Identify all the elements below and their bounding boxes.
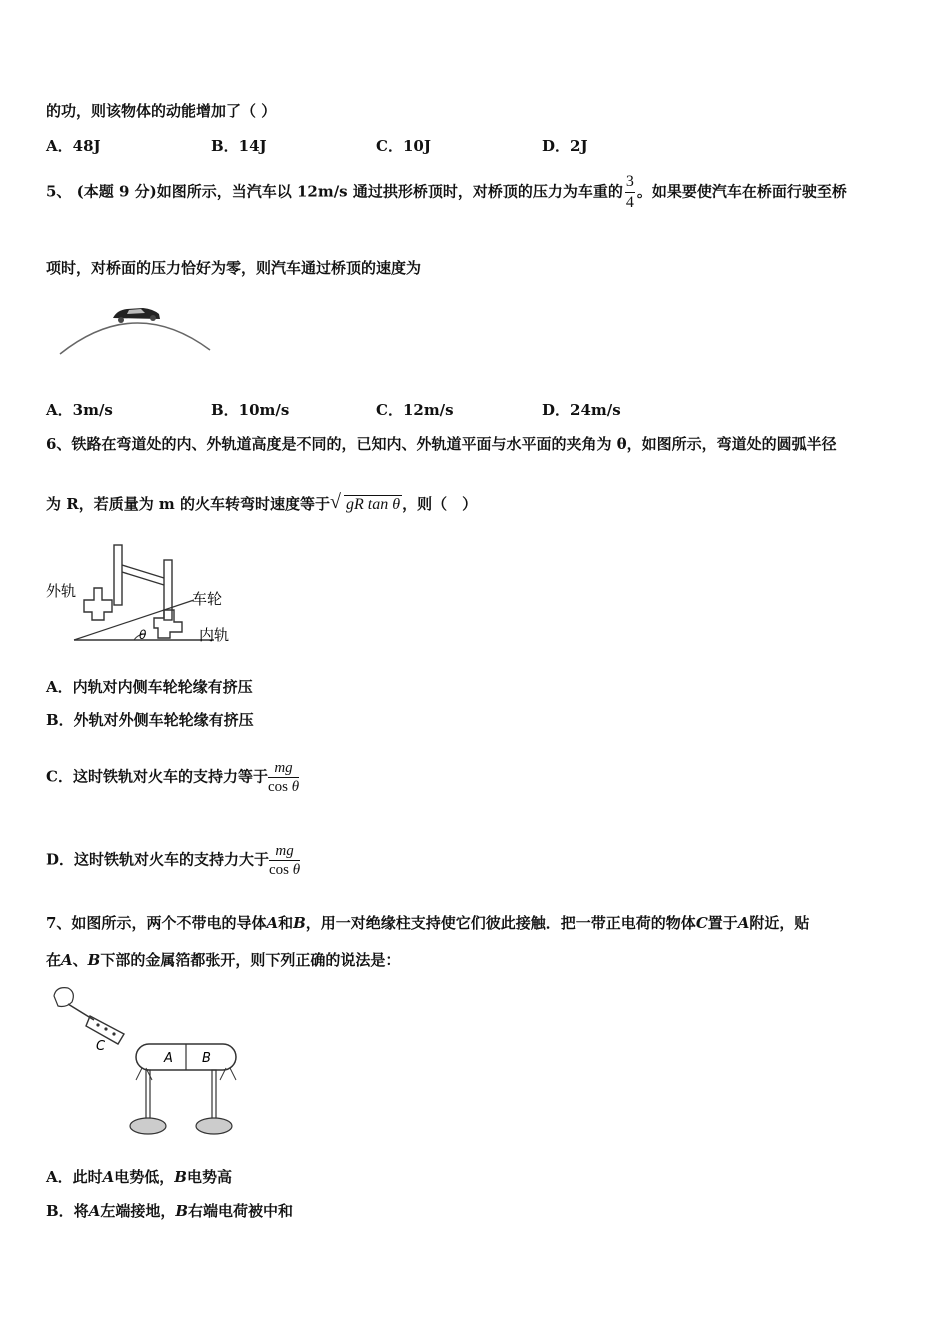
q5-line1-pre: 5、 (本题 9 分)如图所示，当汽车以 12m/s 通过拱形桥顶时，对桥顶的压力为车重的 (46, 182, 623, 201)
q4-option-d: D．2J (542, 137, 588, 155)
conductor-b-label: B (202, 1051, 211, 1066)
fraction-denominator: 4 (625, 194, 634, 211)
q7-text: 附近，贴 (749, 914, 810, 932)
q7-option-b (46, 1201, 293, 1221)
inner-rail-label: 内轨 (199, 626, 230, 644)
fraction-numerator: mg (269, 842, 300, 861)
q7-option-text: 电势高 (186, 1168, 232, 1186)
q7-text: 下部的金属箔都张开，则下列正确的说法是： (100, 951, 401, 969)
wheel-label: 车轮 (192, 590, 223, 608)
q6-line2-pre: 为 R，若质量为 m 的火车转弯时速度等于 (46, 495, 331, 513)
q7-option-text: 左端接地， (100, 1202, 176, 1220)
q4-option-b: B．14J (211, 137, 267, 155)
q7-option-text: 电势低， (114, 1168, 175, 1186)
fraction-numerator: mg (268, 759, 299, 778)
mg-over-cos-fraction (268, 759, 299, 796)
label-a: A (88, 1202, 101, 1220)
label-a: A (266, 914, 279, 932)
q5-option-c: C．12m/s (376, 401, 454, 419)
q6-option-c-text: C．这时铁轨对火车的支持力等于 (46, 767, 268, 786)
q7-text: 在 (46, 951, 62, 969)
label-a: A (102, 1168, 115, 1186)
fraction-denominator (269, 861, 300, 879)
q6-line2-post: ，则（ ） (402, 495, 478, 513)
label-b: B (293, 914, 306, 932)
cos-function: cos (267, 779, 288, 795)
q5-option-a: A．3m/s (46, 401, 113, 419)
car-icon (113, 308, 160, 323)
q5-option-d: D．24m/s (542, 401, 621, 419)
q4-text: 的功，则该物体的动能增加了（ ） (46, 102, 277, 120)
q7-text: 置于 (707, 914, 738, 932)
q7-option-a (46, 1167, 232, 1187)
theta-symbol: θ (292, 862, 301, 878)
three-quarters-fraction (625, 172, 635, 213)
q7-option-text: A．此时 (46, 1168, 103, 1186)
q6-option-a: A．内轨对内侧车轮轮缘有挤压 (46, 678, 253, 696)
fraction-numerator: 3 (625, 172, 635, 193)
rail-curve-figure (44, 540, 244, 650)
q5-option-b: B．10m/s (211, 401, 290, 419)
q6-option-b: B．外轨对外侧车轮轮缘有挤压 (46, 711, 254, 729)
q7-text: ，用一对绝缘柱支持使它们彼此接触．把一带正电荷的物体 (305, 914, 696, 932)
q6-line1: 6、铁路在弯道处的内、外轨道高度是不同的，已知内、外轨道平面与水平面的夹角为 θ，如图所示，弯道处的圆弧半径 (46, 435, 837, 453)
q7-option-text: B．将 (46, 1202, 89, 1220)
q7-line2 (46, 950, 400, 970)
q6-line2 (46, 491, 478, 515)
conductors-figure (46, 984, 246, 1142)
q4-option-a: A．48J (46, 137, 101, 155)
q4-option-c: C．10J (376, 137, 431, 155)
q7-line1 (46, 913, 809, 933)
rod-c-label: C (96, 1039, 106, 1054)
theta-symbol: θ (291, 779, 300, 795)
label-c: C (695, 914, 708, 932)
fraction-denominator (268, 778, 299, 796)
q7-text: 、 (72, 951, 88, 969)
conductor-a-label: A (164, 1051, 173, 1066)
cos-function: cos (269, 862, 290, 878)
q5-line1-post: 。如果要使汽车在桥面行驶至桥 (636, 182, 847, 201)
sqrt-radicand: gR tan θ (346, 496, 401, 513)
q7-option-text: 右端电荷被中和 (188, 1202, 294, 1220)
q7-text: 7、如图所示，两个不带电的导体 (46, 914, 267, 932)
label-b: B (175, 1202, 189, 1220)
label-a: A (737, 914, 750, 932)
outer-rail-label: 外轨 (46, 582, 77, 600)
mg-over-cos-fraction (269, 842, 300, 879)
q6-option-d-text: D．这时铁轨对火车的支持力大于 (46, 850, 270, 869)
label-b: B (174, 1168, 187, 1186)
sqrt-expression: √ gR tan θ (330, 491, 401, 513)
theta-label: θ (139, 628, 147, 642)
q5-line1 (46, 172, 847, 213)
label-b: B (87, 951, 101, 969)
label-a: A (61, 951, 73, 969)
q5-line2: 项时，对桥面的压力恰好为零，则汽车通过桥顶的速度为 (46, 259, 422, 277)
q6-option-c (46, 759, 299, 796)
hand-icon (54, 988, 73, 1007)
q7-text: 和 (278, 914, 294, 932)
q6-option-d (46, 842, 300, 879)
arch-bridge-figure (55, 298, 215, 358)
